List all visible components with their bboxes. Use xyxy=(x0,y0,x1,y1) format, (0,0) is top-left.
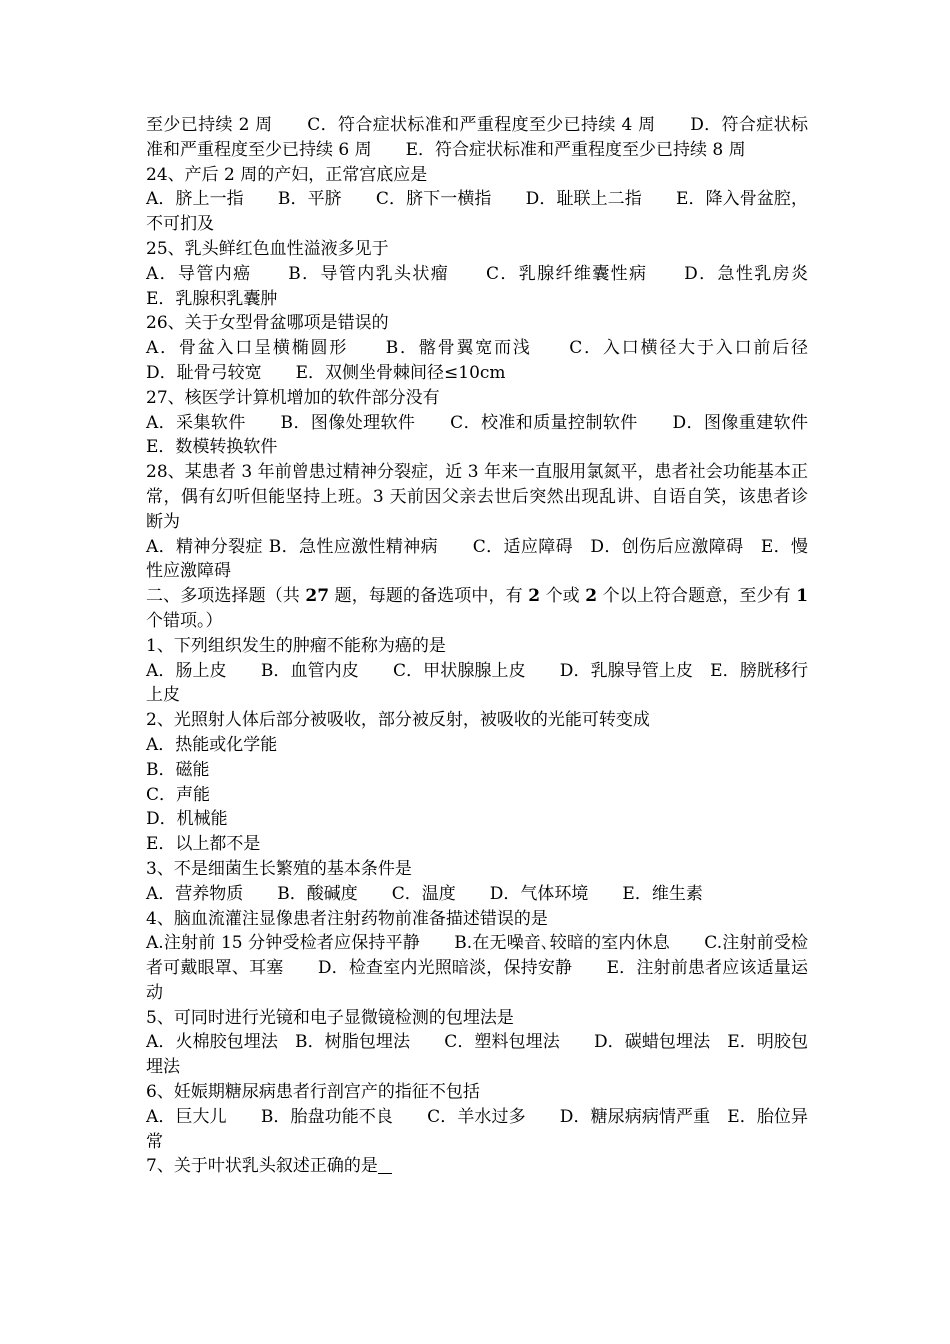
question-text: 4、脑血流灌注显像患者注射药物前准备描述错误的是 xyxy=(146,908,548,929)
question-text: 24、产后 2 周的产妇，正常宫底应是 xyxy=(146,164,428,185)
question-count: 27 xyxy=(305,586,330,607)
question-text: 26、关于女型骨盆哪项是错误的 xyxy=(146,313,389,334)
question-text: 27、核医学计算机增加的软件部分没有 xyxy=(146,387,440,408)
question-block-multiple-choice xyxy=(146,634,808,1180)
answer-options: A．热能或化学能 xyxy=(146,734,278,755)
answer-options: A.注射前 15 分钟受检者应保持平静 B.在无噪音､较暗的室内休息 C.注射前受检者可戴眼罩、耳塞 D．检查室内光照暗淡，保持安静 E．注射前患者应该适量运动 xyxy=(146,933,808,1003)
question-text: 3、不是细菌生长繁殖的基本条件是 xyxy=(146,858,412,879)
answer-options: A．导管内癌 B．导管内乳头状瘤 C．乳腺纤维囊性病 D．急性乳房炎 E．乳腺积乳囊肿 xyxy=(146,263,842,309)
answer-options: A．营养物质 B．酸碱度 C．温度 D．气体环境 E．维生素 xyxy=(146,883,703,904)
answer-options: A．巨大儿 B．胎盘功能不良 C．羊水过多 D．糖尿病病情严重 E．胎位异常 xyxy=(146,1106,808,1152)
section-heading-text: 个或 xyxy=(545,586,580,607)
answer-options: A．采集软件 B．图像处理软件 C．校准和质量控制软件 D．图像重建软件 E．数模转换软件 xyxy=(146,412,842,458)
answer-options: A．脐上一指 B．平脐 C．脐下一横指 D．耻联上二指 E．降入骨盆腔，不可扪及 xyxy=(146,189,808,235)
question-text: 6、妊娠期糖尿病患者行剖宫产的指征不包括 xyxy=(146,1082,480,1103)
section-heading-text: 二、多项选择题（共 xyxy=(146,586,300,607)
answer-options: C．声能 xyxy=(146,784,211,805)
question-text: 2、光照射人体后部分被吸收，部分被反射，被吸收的光能可转变成 xyxy=(146,710,650,731)
answer-options: A．骨盆入口呈横椭圆形 B．髂骨翼宽而浅 C．入口横径大于入口前后径 D．耻骨弓较宽 E．双侧坐骨棘间径≤10cm xyxy=(146,338,842,383)
option-count: 2 xyxy=(528,586,541,607)
section-heading-multiple-choice xyxy=(146,584,808,634)
question-text: 7、关于叶状乳头叙述正确的是 xyxy=(146,1154,808,1179)
answer-options: B．磁能 xyxy=(146,759,210,780)
question-block-single-choice xyxy=(146,113,842,584)
section-heading-text: 题，每题的备选项中，有 xyxy=(334,586,523,607)
answer-options: D．机械能 xyxy=(146,809,228,830)
error-count: 1 xyxy=(796,586,809,607)
question-text: 28、某患者 3 年前曾患过精神分裂症，近 3 年来一直服用氯氮平，患者社会功能基本正常，偶有幻听但能坚持上班。3 天前因父亲去世后突然出现乱讲、自语自笑，该患者诊断为 xyxy=(146,462,808,532)
question-text: 25、乳头鲜红色血性溢液多见于 xyxy=(146,238,389,259)
section-heading-text: 个错项。） xyxy=(146,610,223,631)
answer-blank xyxy=(378,1156,392,1174)
section-heading-text: 个以上符合题意，至少有 xyxy=(602,586,791,607)
question-text: 5、可同时进行光镜和电子显微镜检测的包埋法是 xyxy=(146,1007,514,1028)
answer-options: A．精神分裂症 B．急性应激性精神病 C．适应障碍 D．创伤后应激障碍 E．慢性应激障碍 xyxy=(146,536,808,582)
answer-options: A．肠上皮 B．血管内皮 C．甲状腺腺上皮 D．乳腺导管上皮 E．膀胱移行上皮 xyxy=(146,660,808,706)
question-text: 至少已持续 2 周 C．符合症状标准和严重程度至少已持续 4 周 D．符合症状标准和严重程度至少已持续 6 周 E．符合症状标准和严重程度至少已持续 8 周 xyxy=(146,115,808,160)
question-text: 1、下列组织发生的肿瘤不能称为癌的是 xyxy=(146,635,446,656)
answer-options: E．以上都不是 xyxy=(146,834,261,855)
option-count: 2 xyxy=(585,586,598,607)
document-body xyxy=(146,113,842,1179)
answer-options: A．火棉胶包埋法 B．树脂包埋法 C．塑料包埋法 D．碳蜡包埋法 E．明胶包埋法 xyxy=(146,1032,808,1078)
